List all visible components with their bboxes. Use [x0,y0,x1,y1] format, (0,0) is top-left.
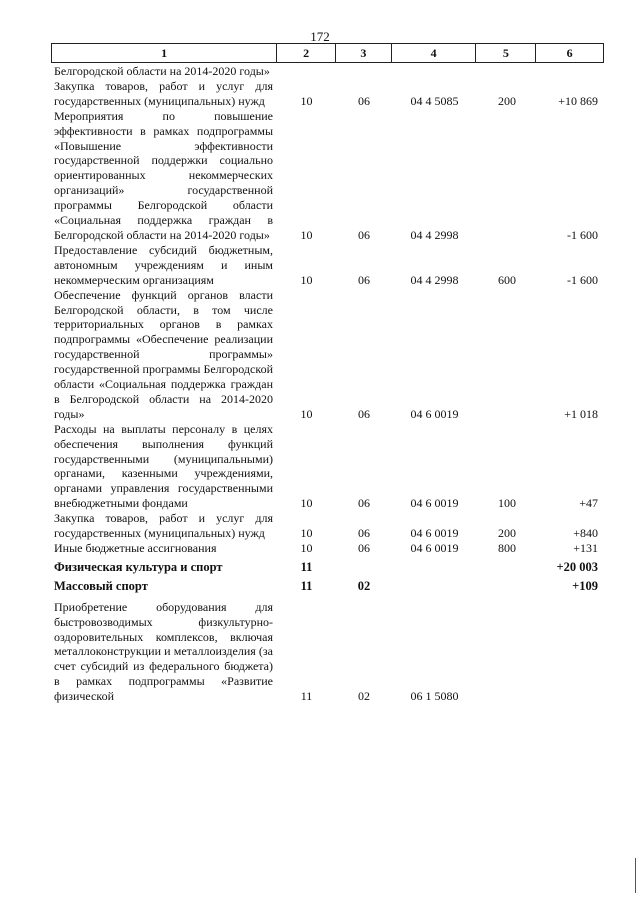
row-target-code: 04 6 0019 [410,496,459,511]
row-description: Закупка товаров, работ и услуг для государственных (муниципальных) нужд [54,511,273,541]
column-header-5: 5 [476,44,536,62]
row-section: 10 [300,93,313,108]
row-description: Иные бюджетные ассигнования [54,541,217,555]
column-header-2: 2 [277,44,336,62]
row-subsection: 06 [358,526,370,541]
row-section: 11 [300,559,313,574]
scan-edge-mark [635,858,636,893]
row-section: 11 [300,689,313,704]
row-description: Обеспечение функций органов власти Белгородской области, в том числе территориальных органов в рамках подпрограммы «Обеспечение реализации государственной программы» государственной программы Белгородской области «Социальная поддержка граждан в Белгородской области на 2014-2020 годы» [54,287,273,421]
row-description: Физическая культура и спорт [54,559,223,574]
row-section: 10 [300,406,313,421]
table-row [51,243,604,288]
column-header-1: 1 [52,44,277,62]
row-subsection: 02 [358,689,370,704]
row-amount: +10 869 [558,93,598,108]
row-amount: +131 [573,541,598,555]
row-amount: -1 600 [567,272,598,287]
row-expense-type: 600 [498,272,516,287]
table-row [51,541,604,556]
row-amount: +840 [573,526,598,541]
row-section: 10 [300,496,313,511]
row-expense-type: 800 [498,541,516,555]
row-target-code: 04 6 0019 [410,526,459,541]
row-target-code: 06 1 5080 [410,689,459,704]
table-row [51,64,604,79]
row-expense-type: 200 [498,93,516,108]
row-amount: +20 003 [556,559,598,574]
row-description: Белгородской области на 2014-2020 годы» [54,64,270,78]
row-subsection: 06 [358,496,370,511]
row-subsection: 06 [358,541,370,555]
row-section: 10 [300,227,313,242]
column-header-6: 6 [566,45,573,60]
row-section: 11 [300,578,313,593]
row-target-code: 04 4 5085 [410,93,459,108]
row-subsection: 06 [358,93,370,108]
row-section: 10 [300,541,313,555]
row-description: Мероприятия по повышение эффективности в рамках подпрограммы «Повышение эффективности государственной поддержки социально ориентированных некоммерческих организаций» государственной программы Белгородской области «Социальная поддержка граждан в Белгородской области на 2014-2020 годы» [54,108,273,242]
row-subsection: 06 [358,272,370,287]
page-number: 172 [310,29,330,44]
row-expense-type: 100 [498,496,516,511]
row-section: 10 [300,272,313,287]
column-header-4: 4 [392,44,477,62]
table-row [51,79,604,109]
row-description: Предоставление субсидий бюджетным, автономным учреждениям и иным некоммерческим организациям [54,242,273,287]
row-description: Закупка товаров, работ и услуг для государственных (муниципальных) нужд [54,78,273,108]
row-description: Расходы на выплаты персоналу в целях обеспечения выполнения функций государственными (муниципальными) органами, казенными учреждениями, органами управления государственными внебюджетными фондами [54,421,273,511]
table-row [51,288,604,422]
row-expense-type: 200 [498,526,516,541]
row-subsection: 06 [358,406,370,421]
row-target-code: 04 6 0019 [410,541,459,555]
table-body [51,64,604,704]
row-amount: -1 600 [567,227,598,242]
column-header-3: 3 [336,44,392,62]
table-row [51,109,604,243]
row-amount: +47 [579,496,598,511]
row-target-code: 04 4 2998 [410,227,459,242]
row-subsection: 02 [357,578,371,593]
table-row [51,560,604,575]
table-row [51,579,604,594]
row-amount: +109 [572,578,598,593]
row-amount: +1 018 [564,406,598,421]
row-target-code: 04 6 0019 [410,406,459,421]
table-header [51,43,604,63]
table-row [51,511,604,541]
row-section: 10 [300,526,313,541]
table-row [51,422,604,511]
row-description: Приобретение оборудования для быстровозводимых физкультурно-оздоровительных комплексов, включая металлоконструкции и металлоизделия (за счет субсидий из федерального бюджета) в рамках подпрограммы «Развитие физической [54,599,273,704]
row-description: Массовый спорт [54,578,148,593]
table-row [51,600,604,704]
row-target-code: 04 4 2998 [410,272,459,287]
row-subsection: 06 [358,227,370,242]
